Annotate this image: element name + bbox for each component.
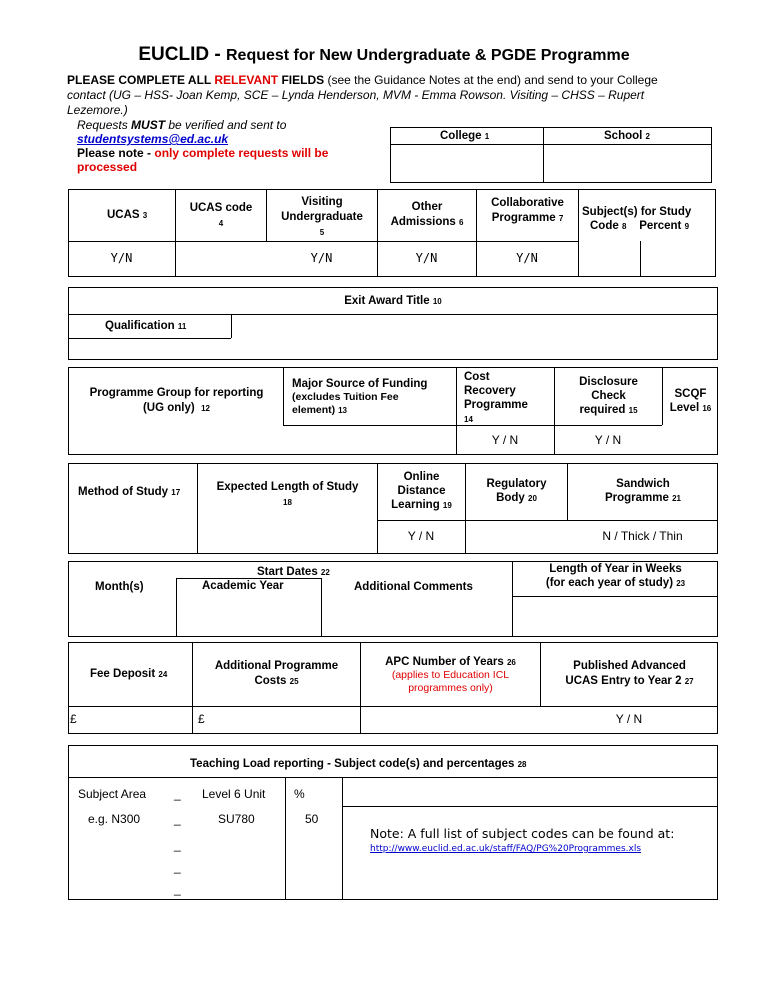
subject-codes-note: Note: A full list of subject codes can be found at: xyxy=(370,826,675,841)
intro-line3: Lezemore.) xyxy=(67,103,128,117)
college-field[interactable] xyxy=(392,146,542,182)
additional-costs-value[interactable]: £ xyxy=(198,712,205,726)
qualification-label: Qualification 11 xyxy=(105,320,187,332)
length-weeks-label: Length of Year in Weeks (for each year of study) 23 xyxy=(545,563,686,589)
sandwich-label: Sandwich Programme 21 xyxy=(604,478,682,504)
note-line: Please note - only complete requests will be xyxy=(77,146,329,160)
online-distance-yn[interactable]: Y / N xyxy=(407,529,435,543)
ucas-yn[interactable]: Y/N xyxy=(110,251,133,265)
example-level: SU780 xyxy=(218,812,255,826)
scqf-label: SCQF Level 16 xyxy=(669,388,712,414)
example-percent: 50 xyxy=(305,812,319,826)
cost-recovery-label: Cost Recovery Programme 14 xyxy=(464,371,528,424)
college-label: College 1 xyxy=(440,130,490,142)
programme-group-label: Programme Group for reporting (UG only) 12 xyxy=(89,387,264,414)
disclosure-yn[interactable]: Y / N xyxy=(594,433,622,447)
exit-award-label: Exit Award Title 10 xyxy=(344,295,442,307)
other-admissions-label: Other Admissions 6 xyxy=(390,201,464,228)
title-sub: Request for New Undergraduate & PGDE Programme xyxy=(225,47,630,64)
additional-comments-label: Additional Comments xyxy=(354,581,473,593)
collaborative-label: Collaborative Programme 7 xyxy=(491,197,564,224)
visiting-label: Visiting Undergraduate 5 xyxy=(281,196,363,237)
funding-sub: (excludes Tuition Fee element) 13 xyxy=(292,391,399,416)
col-subject-area: Subject Area xyxy=(78,787,147,801)
intro-line2: contact (UG – HSS- Joan Kemp, SCE – Lynda Henderson, MVM - Emma Rowson. Visiting – CHSS – Rupert xyxy=(67,88,645,102)
teaching-load-label: Teaching Load reporting - Subject code(s) and percentages 28 xyxy=(190,758,527,770)
published-advanced-label: Published Advanced UCAS Entry to Year 2 27 xyxy=(565,660,694,687)
collaborative-yn[interactable]: Y/N xyxy=(516,251,538,265)
intro-line1: PLEASE COMPLETE ALL RELEVANT FIELDS (see the Guidance Notes at the end) and send to your College xyxy=(67,73,658,87)
academic-year-label: Academic Year xyxy=(202,580,284,592)
intro-line4: Requests MUST be verified and sent to xyxy=(77,118,287,132)
fee-deposit-value[interactable]: £ xyxy=(70,712,77,726)
fee-deposit-label: Fee Deposit 24 xyxy=(90,668,168,680)
col-dash: _ xyxy=(174,787,181,801)
note-line2: processed xyxy=(77,160,138,174)
additional-costs-label: Additional Programme Costs 25 xyxy=(214,660,339,687)
row-dash[interactable]: _ xyxy=(174,860,181,874)
example-dash: _ xyxy=(174,812,181,826)
apc-label: APC Number of Years 26 xyxy=(385,656,516,668)
subject-codes-link[interactable]: http://www.euclid.ed.ac.uk/staff/FAQ/PG%20Programmes.xls xyxy=(370,844,642,854)
subject-code-pct-label: Code 8 Percent 9 xyxy=(590,220,690,232)
published-advanced-yn[interactable]: Y / N xyxy=(615,712,643,726)
online-distance-label: Online Distance Learning 19 xyxy=(391,471,452,511)
school-field[interactable] xyxy=(545,146,711,182)
row-dash[interactable]: _ xyxy=(174,882,181,896)
page-title xyxy=(0,44,768,66)
apc-sub: (applies to Education ICL programmes only) xyxy=(391,669,510,694)
funding-label: Major Source of Funding xyxy=(292,378,428,390)
subject-study-label: Subject(s) for Study xyxy=(582,206,692,218)
col-percent: % xyxy=(294,787,305,801)
title-main: EUCLID - xyxy=(138,44,226,65)
months-label: Month(s) xyxy=(95,581,144,593)
example-subject: e.g. N300 xyxy=(88,812,141,826)
email-link[interactable]: studentsystems@ed.ac.uk xyxy=(77,132,229,146)
regulatory-body-label: Regulatory Body 20 xyxy=(486,478,547,504)
ucas-label: UCAS 3 xyxy=(107,209,148,221)
disclosure-label: Disclosure Check required 15 xyxy=(579,376,638,416)
start-dates-label: Start Dates 22 xyxy=(257,566,330,578)
school-label: School 2 xyxy=(604,130,650,142)
cost-recovery-yn[interactable]: Y / N xyxy=(491,433,519,447)
sandwich-value[interactable]: N / Thick / Thin xyxy=(602,529,683,543)
expected-length-label: Expected Length of Study 18 xyxy=(216,481,359,507)
other-admissions-yn[interactable]: Y/N xyxy=(415,251,438,265)
ucas-code-label: UCAS code 4 xyxy=(189,202,253,228)
visiting-yn[interactable]: Y/N xyxy=(310,251,333,265)
row-dash[interactable]: _ xyxy=(174,838,181,852)
method-of-study-label: Method of Study 17 xyxy=(78,486,181,498)
col-level6: Level 6 Unit xyxy=(202,787,266,801)
